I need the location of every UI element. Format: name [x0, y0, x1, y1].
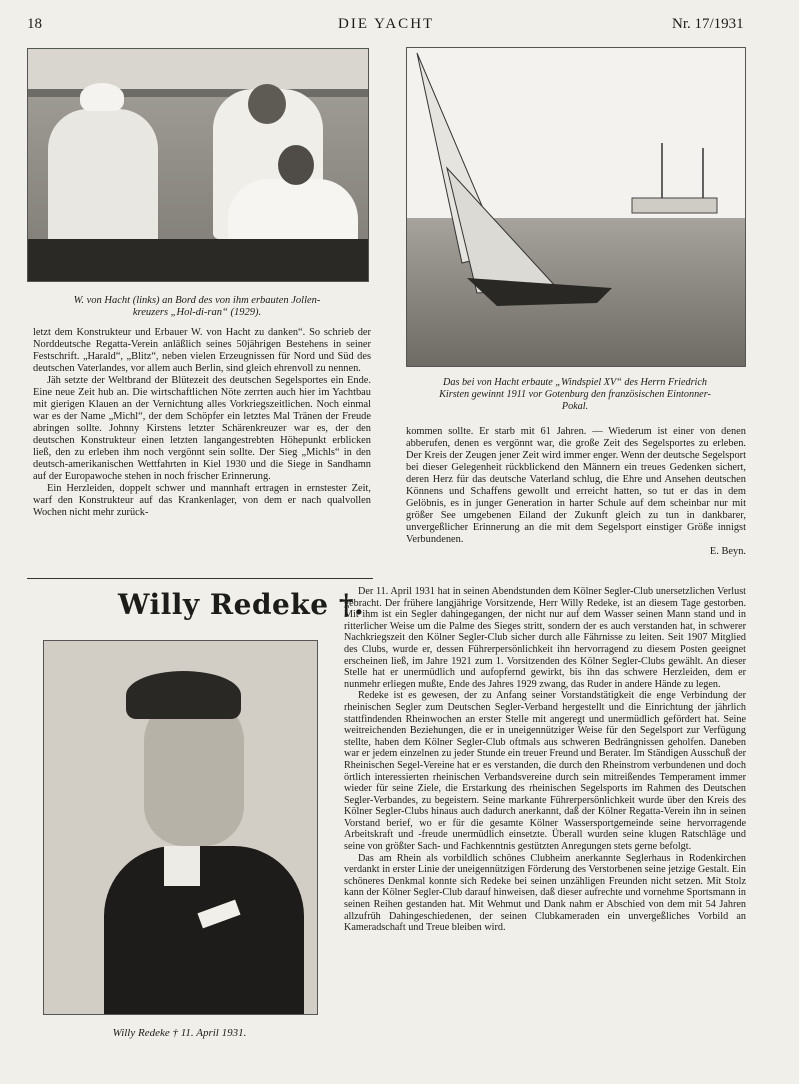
article-von-hacht-left-column: letzt dem Konstrukteur und Erbauer W. von Hacht zu danken“. So schrieb der Norddeutsche Regatta-Verein anläßlich seines 50jährigen Bestehens in seiner Festschrift. „Harald“, „Blitz“, neben vielen Erzeugnissen für Nord und Süd des deutschen Vaterlandes, vor allem auch Berlin, sind gleich ehrenvoll zu nennen. Jäh setzte der Weltbrand der Blütezeit des deutschen Segelsportes ein Ende. Eine neue Zeit hub an. Die wirtschaftlichen Nöte zerrten auch hier im Yachtbau mit gierigen Klauen an der Vernichtung alles Vorkriegszeitlichen. Noch einmal war es der Name „Michl“, der dem Schöpfer ein letztes Mal Tränen der Freude abringen sollte. Johnny Kirstens letzter Schärenkreuzer war es, der den deutschen Konstrukteur einen letzten langangestrebten Höhepunkt erblicken ließ, den zu erleben ihm noch vergönnt sein sollte. Der Sieg „Michls“ in den deutsch-amerikanischen Wettfahrten in Kiel 1930 und die Siege in Sandhamn auf der Europawoche stehen in noch frischer Erinnerung. Ein Herzleiden, doppelt schwer und mannhaft ertragen in ernstester Zeit, warf den Konstrukteur auf das Krankenlager, von dem er nach qualvollen Wochen nicht mehr zurück- [33, 327, 371, 518]
caption-windspiel: Das bei von Hacht erbaute „Windspiel XV“ des Herrn Friedrich Kirsten gewinnt 1911 vor Gotenburg den französischen Eintonner- Pokal. [439, 377, 711, 412]
page-number: 18 [27, 16, 42, 32]
magazine-title: DIE YACHT [338, 16, 435, 32]
obituary-title: Willy Redeke †. [118, 588, 365, 621]
author-signature: E. Beyn. [709, 546, 746, 557]
issue-number: Nr. 17/1931 [672, 16, 744, 32]
caption-von-hacht: W. von Hacht (links) an Bord des von ihm erbauten Jollen- kreuzers „Hol-di-ran“ (1929). [73, 295, 321, 318]
article-von-hacht-right-column: kommen sollte. Er starb mit 61 Jahren. — Wiederum ist einer von denen abberufen, denen es vergönnt war, die große Zeit des Segelsportes zu erleben. Der Kreis der Zeugen jener Zeit wird immer enger. Wenn der deutsche Segelsport bei dieser Gelegenheit rückblickend den Männern ein treues Gedenken sichert, deren Herz für das deutsche Vaterland schlug, die Ehre und Ansehen deutschen Könnens und Schaffens gewollt und erreicht hatten, so tut er das in dem Gelöbnis, es in junger Generation in harter Schule auf dem scheinbar nur mit größer See umgebenen Eiland der Zukunft gleich zu tun in dankbarer, unvergeßlicher Erinnerung an die mit dem Segelsport einstiger Größe innigst Verbundenen. E. Beyn. [406, 426, 746, 557]
photo-von-hacht-on-board [27, 48, 369, 282]
obituary-column: Der 11. April 1931 hat in seinen Abendstunden dem Kölner Segler-Club unersetzlichen Verlust gebracht. Der frühere langjährige Vorsitzende, Herr Willy Redeke, ist an diesem Tage gestorben. Mit ihm ist ein Segler dahingegangen, der nicht nur auf dem Wasser seinen Mann stand und in ritterlicher Weise um die Palme des Sieges stritt, sondern der es auch verstanden hat, in schwerer Nachkriegszeit den Kölner Segler-Club sicher durch alle Fährnisse zu leiten. Seit 1907 Mitglied des Clubs, wurde er, dessen Führerpersönlichkeit ihn hervorragend zu diesem Posten geeignet erscheinen ließ, im Jahre 1921 zum 1. Vorsitzenden des Kölner Segler-Clubs gewählt. An dieser Stelle hat er unermüdlich und aufopfernd gewirkt, bis ihn das schwere Herzleiden, dem er nunmehr erliegen mußte, Ende des Jahres 1929 zwang, das Ruder in andere Hände zu legen. Redeke ist es gewesen, der zu Anfang seiner Vorstandstätigkeit die enge Verbindung der rheinischen Segler zum Deutschen Segler-Verband hergestellt und die Einrichtung der jährlich stattfindenden Rheinwochen an erster Stelle mit angeregt und unermüdlich gefördert hat. Seine weitreichenden Beziehungen, die er in uneigennütziger Weise für den Segelsport zur Verfügung stellte, haben dem Kölner Segler-Club oftmals aus schweren Bedrängnissen geholfen. Daneben war er jedem einzelnen zu jeder Stunde ein treuer Freund und Berater. Im Ständigen Ausschuß der Rheinischen Segel-Vereine hat er es verstanden, die durch den Rheinstrom verbundenen und doch örtlich interessierten rheinischen Verbandsvereine durch sein mitreißendes Temperament immer wieder für seine Ziele, die Erstarkung des rheinischen Segelsports im Rahmen des Deutschen Segler-Verbandes, zu begeistern. Seine markante Führerpersönlichkeit wurde über den Kreis des Kölner Segler-Clubs hinaus auch dadurch anerkannt, daß der Kölner Regatta-Verein ihn in seinen Vorstand berief, wo er für die gesamte Kölner Wassersportgemeinde seine hervorragende Arbeitskraft und -freude unermüdlich einsetzte. Überall wurden seine klugen Ratschläge und seine von größter Sach- und Fachkenntnis gestützten Anregungen stets gerne befolgt. Das am Rhein als vorbildlich schönes Clubheim anerkannte Seglerhaus in Rodenkirchen verdankt in erster Linie der uneigennützigen Förderung des Verstorbenen seine jetzige Gestalt. Ein schöneres Denkmal konnte sich Redeke bei seinen unzähligen Freunden nicht setzen. Mit Stolz kann der Kölner Segler-Club darauf hinweisen, daß dieser aufrechte und vornehme Sportsmann in seinen Reihen gestanden hat. Mit Wehmut und Dank nahm er Abschied von dem mit 54 Jahren allzufrüh Dahingeschiedenen, der seinen Clubkameraden ein unvergeßliches Vorbild an Kameradschaft und Treue bleiben wird. [344, 586, 746, 934]
sailboat-illustration [407, 48, 745, 366]
caption-portrait: Willy Redeke † 11. April 1931. [112, 1027, 247, 1039]
photo-willy-redeke-portrait [43, 640, 318, 1015]
section-divider [27, 578, 373, 579]
photo-windspiel-xv [406, 47, 746, 367]
